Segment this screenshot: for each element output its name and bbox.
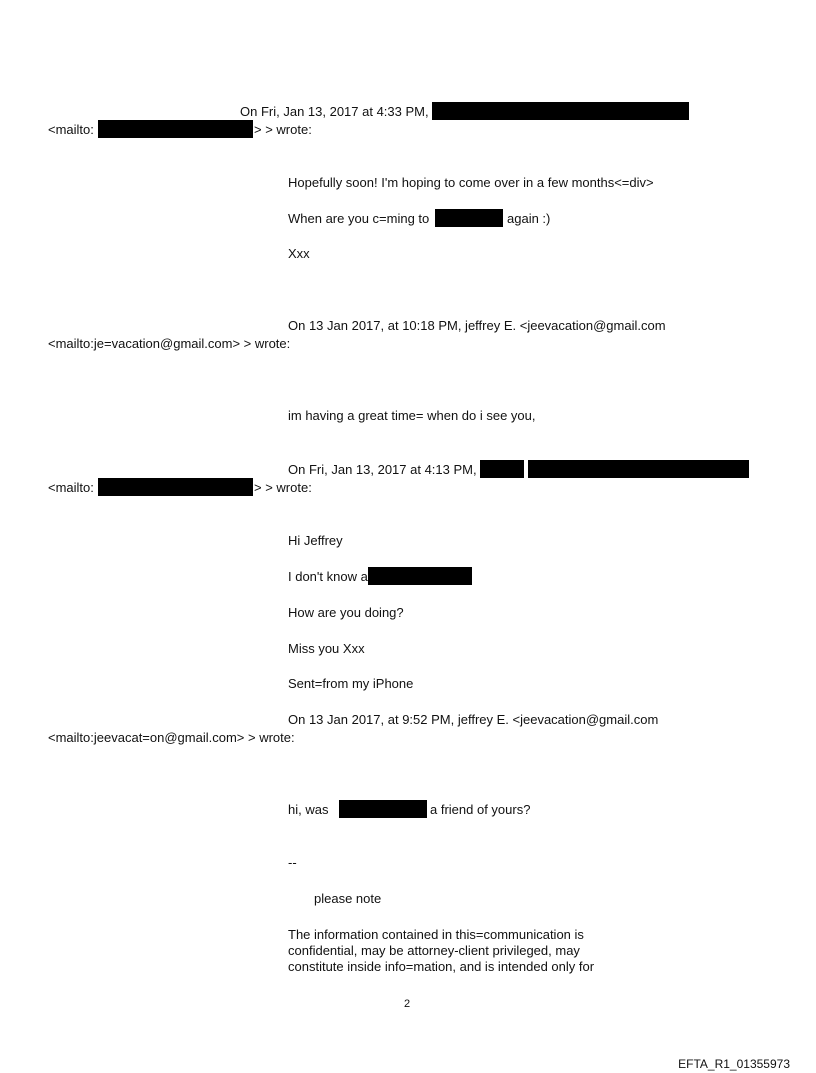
redaction-bar <box>339 800 427 818</box>
message-line: again :) <box>507 211 551 226</box>
disclaimer-line: constitute inside info=mation, and is intended only for <box>288 959 595 974</box>
quote-header-line: On Fri, Jan 13, 2017 at 4:13 PM, <box>288 462 477 477</box>
message-line: Xxx <box>288 246 310 261</box>
redaction-bar <box>480 460 524 478</box>
disclaimer-paragraph <box>288 927 618 975</box>
quote-header-line: <mailto:je=vacation@gmail.com> > wrote: <box>48 336 291 351</box>
signature-separator: -- <box>288 855 297 870</box>
redaction-bar <box>435 209 503 227</box>
redaction-bar <box>528 460 749 478</box>
redaction-bar <box>432 102 689 120</box>
header-date-line: On Fri, Jan 13, 2017 at 4:33 PM, <box>240 104 429 119</box>
message-line: a friend of yours? <box>430 802 531 817</box>
header-mailto-prefix: <mailto: <box>48 122 94 137</box>
quote-mailto-suffix: > > wrote: <box>254 480 312 495</box>
document-id: EFTA_R1_01355973 <box>678 1057 790 1071</box>
note-heading: please note <box>314 891 382 906</box>
message-line: im having a great time= when do i see you, <box>288 408 536 423</box>
message-line: How are you doing? <box>288 605 404 620</box>
disclaimer-line: confidential, may be attorney-client privileged, may <box>288 943 580 958</box>
message-line: Miss you Xxx <box>288 641 365 656</box>
page-number: 2 <box>404 998 411 1010</box>
quote-header-line: On 13 Jan 2017, at 10:18 PM, jeffrey E. <jeevacation@gmail.com <box>288 318 666 333</box>
redaction-bar <box>368 567 472 585</box>
message-line: Hi Jeffrey <box>288 533 343 548</box>
redaction-bar <box>98 478 253 496</box>
redaction-bar <box>98 120 253 138</box>
message-line: Hopefully soon! I'm hoping to come over in a few months<=div> <box>288 175 654 190</box>
quote-header-line: <mailto:jeevacat=on@gmail.com> > wrote: <box>48 730 295 745</box>
quote-mailto-prefix: <mailto: <box>48 480 94 495</box>
disclaimer-line: The information contained in this=communication is <box>288 927 584 942</box>
message-line: When are you c=ming to <box>288 211 430 226</box>
message-line: hi, was <box>288 802 329 817</box>
message-line: I don't know a <box>288 569 368 584</box>
message-line: Sent=from my iPhone <box>288 676 414 691</box>
quote-header-line: On 13 Jan 2017, at 9:52 PM, jeffrey E. <jeevacation@gmail.com <box>288 712 659 727</box>
header-mailto-suffix: > > wrote: <box>254 122 312 137</box>
